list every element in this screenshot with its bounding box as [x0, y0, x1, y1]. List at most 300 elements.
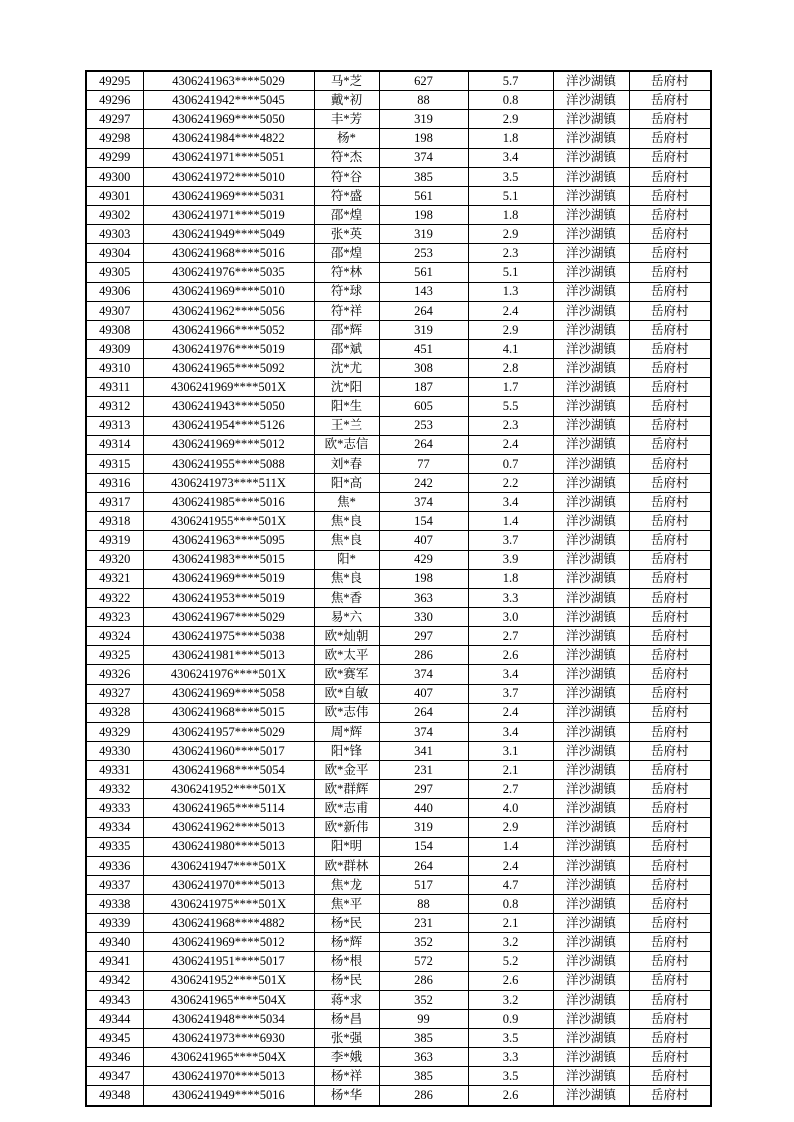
cell-name: 焦*平: [314, 895, 379, 914]
cell-area: 2.6: [468, 1086, 553, 1106]
cell-village: 岳府村: [629, 837, 711, 856]
cell-seq: 49321: [86, 569, 143, 588]
table-row: [86, 320, 711, 339]
cell-id-number: 4306241949****5049: [143, 225, 314, 244]
cell-seq: 49307: [86, 301, 143, 320]
cell-id-number: 4306241968****5016: [143, 244, 314, 263]
cell-name: 邵*煌: [314, 205, 379, 224]
cell-amount: 231: [379, 761, 468, 780]
cell-id-number: 4306241969****5010: [143, 282, 314, 301]
cell-name: 欧*志甫: [314, 799, 379, 818]
cell-name: 阳*明: [314, 837, 379, 856]
cell-id-number: 4306241973****511X: [143, 473, 314, 492]
cell-area: 2.3: [468, 416, 553, 435]
cell-area: 3.4: [468, 493, 553, 512]
cell-name: 欧*灿朝: [314, 627, 379, 646]
cell-amount: 286: [379, 646, 468, 665]
cell-name: 杨*: [314, 129, 379, 148]
cell-name: 焦*: [314, 493, 379, 512]
cell-town: 洋沙湖镇: [553, 416, 629, 435]
cell-name: 张*强: [314, 1029, 379, 1048]
cell-town: 洋沙湖镇: [553, 148, 629, 167]
cell-id-number: 4306241951****5017: [143, 952, 314, 971]
cell-seq: 49337: [86, 875, 143, 894]
cell-area: 0.9: [468, 1009, 553, 1028]
cell-id-number: 4306241962****5013: [143, 818, 314, 837]
cell-town: 洋沙湖镇: [553, 895, 629, 914]
cell-name: 欧*自敏: [314, 684, 379, 703]
cell-amount: 374: [379, 665, 468, 684]
cell-area: 3.0: [468, 607, 553, 626]
cell-id-number: 4306241968****5054: [143, 761, 314, 780]
cell-name: 符*杰: [314, 148, 379, 167]
table-row: [86, 588, 711, 607]
cell-area: 2.6: [468, 646, 553, 665]
cell-seq: 49300: [86, 167, 143, 186]
cell-area: 2.3: [468, 244, 553, 263]
cell-seq: 49313: [86, 416, 143, 435]
cell-town: 洋沙湖镇: [553, 569, 629, 588]
cell-name: 欧*志伟: [314, 703, 379, 722]
cell-id-number: 4306241957****5029: [143, 722, 314, 741]
cell-id-number: 4306241962****5056: [143, 301, 314, 320]
cell-amount: 154: [379, 837, 468, 856]
cell-id-number: 4306241963****5095: [143, 531, 314, 550]
cell-town: 洋沙湖镇: [553, 110, 629, 129]
cell-town: 洋沙湖镇: [553, 91, 629, 110]
cell-seq: 49296: [86, 91, 143, 110]
cell-amount: 253: [379, 416, 468, 435]
cell-village: 岳府村: [629, 416, 711, 435]
table-row: [86, 780, 711, 799]
cell-id-number: 4306241969****5012: [143, 435, 314, 454]
cell-amount: 429: [379, 550, 468, 569]
cell-name: 张*英: [314, 225, 379, 244]
cell-village: 岳府村: [629, 91, 711, 110]
cell-amount: 572: [379, 952, 468, 971]
cell-id-number: 4306241949****5016: [143, 1086, 314, 1106]
cell-seq: 49295: [86, 71, 143, 91]
cell-amount: 517: [379, 875, 468, 894]
cell-amount: 385: [379, 1067, 468, 1086]
cell-village: 岳府村: [629, 531, 711, 550]
cell-seq: 49306: [86, 282, 143, 301]
cell-id-number: 4306241968****5015: [143, 703, 314, 722]
cell-village: 岳府村: [629, 1067, 711, 1086]
cell-town: 洋沙湖镇: [553, 1029, 629, 1048]
cell-town: 洋沙湖镇: [553, 244, 629, 263]
cell-id-number: 4306241948****5034: [143, 1009, 314, 1028]
cell-seq: 49332: [86, 780, 143, 799]
cell-amount: 187: [379, 378, 468, 397]
cell-village: 岳府村: [629, 646, 711, 665]
cell-id-number: 4306241976****5019: [143, 339, 314, 358]
cell-name: 欧*群林: [314, 856, 379, 875]
cell-id-number: 4306241955****5088: [143, 454, 314, 473]
cell-amount: 352: [379, 933, 468, 952]
table-row: [86, 895, 711, 914]
cell-id-number: 4306241960****5017: [143, 741, 314, 760]
cell-town: 洋沙湖镇: [553, 435, 629, 454]
table-row: [86, 454, 711, 473]
cell-town: 洋沙湖镇: [553, 282, 629, 301]
cell-id-number: 4306241965****504X: [143, 1048, 314, 1067]
cell-seq: 49301: [86, 186, 143, 205]
cell-town: 洋沙湖镇: [553, 761, 629, 780]
cell-name: 符*祥: [314, 301, 379, 320]
cell-amount: 385: [379, 167, 468, 186]
cell-village: 岳府村: [629, 703, 711, 722]
cell-seq: 49330: [86, 741, 143, 760]
table-row: [86, 148, 711, 167]
cell-amount: 286: [379, 1086, 468, 1106]
cell-town: 洋沙湖镇: [553, 799, 629, 818]
cell-id-number: 4306241972****5010: [143, 167, 314, 186]
cell-town: 洋沙湖镇: [553, 301, 629, 320]
cell-name: 刘*春: [314, 454, 379, 473]
cell-village: 岳府村: [629, 569, 711, 588]
table-row: [86, 741, 711, 760]
cell-town: 洋沙湖镇: [553, 607, 629, 626]
cell-town: 洋沙湖镇: [553, 914, 629, 933]
cell-id-number: 4306241969****5019: [143, 569, 314, 588]
cell-village: 岳府村: [629, 684, 711, 703]
table-row: [86, 799, 711, 818]
cell-town: 洋沙湖镇: [553, 627, 629, 646]
cell-seq: 49319: [86, 531, 143, 550]
cell-name: 马*芝: [314, 71, 379, 91]
cell-area: 1.3: [468, 282, 553, 301]
cell-area: 0.7: [468, 454, 553, 473]
cell-name: 沈*阳: [314, 378, 379, 397]
cell-seq: 49341: [86, 952, 143, 971]
table-row: [86, 875, 711, 894]
cell-area: 2.6: [468, 971, 553, 990]
cell-town: 洋沙湖镇: [553, 397, 629, 416]
cell-seq: 49338: [86, 895, 143, 914]
cell-id-number: 4306241980****5013: [143, 837, 314, 856]
cell-town: 洋沙湖镇: [553, 225, 629, 244]
cell-amount: 297: [379, 627, 468, 646]
cell-town: 洋沙湖镇: [553, 550, 629, 569]
cell-amount: 242: [379, 473, 468, 492]
cell-amount: 308: [379, 359, 468, 378]
cell-village: 岳府村: [629, 205, 711, 224]
cell-area: 3.4: [468, 665, 553, 684]
cell-amount: 407: [379, 684, 468, 703]
cell-id-number: 4306241947****501X: [143, 856, 314, 875]
cell-amount: 286: [379, 971, 468, 990]
cell-name: 欧*太平: [314, 646, 379, 665]
cell-id-number: 4306241976****5035: [143, 263, 314, 282]
cell-area: 2.9: [468, 818, 553, 837]
cell-seq: 49329: [86, 722, 143, 741]
cell-seq: 49305: [86, 263, 143, 282]
cell-id-number: 4306241985****5016: [143, 493, 314, 512]
cell-name: 焦*香: [314, 588, 379, 607]
table-row: [86, 1009, 711, 1028]
cell-seq: 49331: [86, 761, 143, 780]
cell-name: 符*林: [314, 263, 379, 282]
cell-amount: 561: [379, 186, 468, 205]
cell-area: 1.7: [468, 378, 553, 397]
cell-town: 洋沙湖镇: [553, 1048, 629, 1067]
cell-id-number: 4306241969****5058: [143, 684, 314, 703]
cell-village: 岳府村: [629, 875, 711, 894]
cell-area: 2.1: [468, 914, 553, 933]
cell-seq: 49324: [86, 627, 143, 646]
cell-name: 符*谷: [314, 167, 379, 186]
table-row: [86, 933, 711, 952]
cell-seq: 49311: [86, 378, 143, 397]
cell-seq: 49314: [86, 435, 143, 454]
cell-seq: 49304: [86, 244, 143, 263]
cell-amount: 385: [379, 1029, 468, 1048]
cell-name: 邵*辉: [314, 320, 379, 339]
table-row: [86, 301, 711, 320]
cell-area: 2.9: [468, 320, 553, 339]
cell-town: 洋沙湖镇: [553, 1009, 629, 1028]
cell-village: 岳府村: [629, 263, 711, 282]
cell-town: 洋沙湖镇: [553, 473, 629, 492]
cell-amount: 264: [379, 435, 468, 454]
cell-name: 欧*赛军: [314, 665, 379, 684]
cell-name: 沈*尤: [314, 359, 379, 378]
cell-seq: 49334: [86, 818, 143, 837]
cell-town: 洋沙湖镇: [553, 186, 629, 205]
cell-town: 洋沙湖镇: [553, 320, 629, 339]
table-row: [86, 493, 711, 512]
cell-amount: 319: [379, 320, 468, 339]
cell-area: 3.3: [468, 1048, 553, 1067]
cell-area: 3.4: [468, 722, 553, 741]
cell-amount: 374: [379, 493, 468, 512]
cell-id-number: 4306241965****5092: [143, 359, 314, 378]
cell-village: 岳府村: [629, 607, 711, 626]
cell-area: 1.4: [468, 512, 553, 531]
cell-village: 岳府村: [629, 550, 711, 569]
cell-amount: 319: [379, 110, 468, 129]
cell-name: 阳*生: [314, 397, 379, 416]
table-body: [86, 71, 711, 1106]
cell-area: 4.0: [468, 799, 553, 818]
cell-village: 岳府村: [629, 378, 711, 397]
cell-seq: 49309: [86, 339, 143, 358]
cell-area: 3.2: [468, 990, 553, 1009]
cell-seq: 49318: [86, 512, 143, 531]
cell-name: 欧*群辉: [314, 780, 379, 799]
cell-amount: 154: [379, 512, 468, 531]
cell-village: 岳府村: [629, 741, 711, 760]
cell-area: 5.2: [468, 952, 553, 971]
cell-amount: 605: [379, 397, 468, 416]
cell-seq: 49339: [86, 914, 143, 933]
cell-seq: 49322: [86, 588, 143, 607]
cell-village: 岳府村: [629, 148, 711, 167]
table-row: [86, 914, 711, 933]
cell-area: 5.5: [468, 397, 553, 416]
cell-town: 洋沙湖镇: [553, 684, 629, 703]
cell-area: 4.1: [468, 339, 553, 358]
cell-name: 杨*民: [314, 914, 379, 933]
cell-amount: 352: [379, 990, 468, 1009]
cell-area: 2.9: [468, 225, 553, 244]
cell-id-number: 4306241963****5029: [143, 71, 314, 91]
table-row: [86, 990, 711, 1009]
cell-amount: 264: [379, 703, 468, 722]
cell-town: 洋沙湖镇: [553, 952, 629, 971]
cell-village: 岳府村: [629, 320, 711, 339]
cell-town: 洋沙湖镇: [553, 818, 629, 837]
table-row: [86, 244, 711, 263]
cell-town: 洋沙湖镇: [553, 359, 629, 378]
cell-id-number: 4306241968****4882: [143, 914, 314, 933]
cell-village: 岳府村: [629, 856, 711, 875]
cell-town: 洋沙湖镇: [553, 1086, 629, 1106]
cell-village: 岳府村: [629, 186, 711, 205]
table-row: [86, 378, 711, 397]
cell-name: 焦*良: [314, 531, 379, 550]
cell-area: 0.8: [468, 91, 553, 110]
cell-village: 岳府村: [629, 952, 711, 971]
cell-area: 0.8: [468, 895, 553, 914]
cell-name: 杨*祥: [314, 1067, 379, 1086]
cell-name: 欧*新伟: [314, 818, 379, 837]
cell-village: 岳府村: [629, 397, 711, 416]
cell-id-number: 4306241952****501X: [143, 780, 314, 799]
cell-area: 1.8: [468, 205, 553, 224]
cell-area: 3.5: [468, 1067, 553, 1086]
cell-area: 2.9: [468, 110, 553, 129]
table-row: [86, 665, 711, 684]
cell-village: 岳府村: [629, 512, 711, 531]
cell-town: 洋沙湖镇: [553, 780, 629, 799]
cell-area: 3.5: [468, 167, 553, 186]
cell-town: 洋沙湖镇: [553, 646, 629, 665]
cell-area: 2.4: [468, 703, 553, 722]
cell-town: 洋沙湖镇: [553, 665, 629, 684]
cell-name: 杨*民: [314, 971, 379, 990]
cell-seq: 49347: [86, 1067, 143, 1086]
cell-area: 5.7: [468, 71, 553, 91]
table-row: [86, 722, 711, 741]
table-row: [86, 1048, 711, 1067]
cell-id-number: 4306241971****5019: [143, 205, 314, 224]
cell-name: 丰*芳: [314, 110, 379, 129]
table-row: [86, 282, 711, 301]
table-row: [86, 416, 711, 435]
cell-seq: 49299: [86, 148, 143, 167]
cell-seq: 49297: [86, 110, 143, 129]
cell-area: 3.3: [468, 588, 553, 607]
table-row: [86, 550, 711, 569]
cell-name: 蒋*求: [314, 990, 379, 1009]
table-row: [86, 1067, 711, 1086]
cell-seq: 49345: [86, 1029, 143, 1048]
cell-village: 岳府村: [629, 167, 711, 186]
cell-seq: 49298: [86, 129, 143, 148]
cell-seq: 49348: [86, 1086, 143, 1106]
cell-id-number: 4306241983****5015: [143, 550, 314, 569]
cell-amount: 99: [379, 1009, 468, 1028]
cell-area: 1.4: [468, 837, 553, 856]
cell-id-number: 4306241967****5029: [143, 607, 314, 626]
table-row: [86, 397, 711, 416]
cell-village: 岳府村: [629, 1009, 711, 1028]
table-row: [86, 339, 711, 358]
records-table: [85, 70, 712, 1107]
cell-id-number: 4306241969****5031: [143, 186, 314, 205]
cell-seq: 49346: [86, 1048, 143, 1067]
cell-town: 洋沙湖镇: [553, 339, 629, 358]
cell-amount: 374: [379, 148, 468, 167]
cell-seq: 49320: [86, 550, 143, 569]
cell-name: 杨*辉: [314, 933, 379, 952]
cell-amount: 143: [379, 282, 468, 301]
cell-name: 王*兰: [314, 416, 379, 435]
cell-id-number: 4306241976****501X: [143, 665, 314, 684]
cell-village: 岳府村: [629, 359, 711, 378]
cell-area: 2.4: [468, 301, 553, 320]
cell-area: 2.2: [468, 473, 553, 492]
cell-amount: 451: [379, 339, 468, 358]
cell-amount: 627: [379, 71, 468, 91]
cell-town: 洋沙湖镇: [553, 703, 629, 722]
table-row: [86, 91, 711, 110]
cell-town: 洋沙湖镇: [553, 933, 629, 952]
cell-id-number: 4306241981****5013: [143, 646, 314, 665]
cell-town: 洋沙湖镇: [553, 588, 629, 607]
cell-town: 洋沙湖镇: [553, 856, 629, 875]
cell-name: 杨*昌: [314, 1009, 379, 1028]
cell-seq: 49342: [86, 971, 143, 990]
table-row: [86, 129, 711, 148]
table-row: [86, 684, 711, 703]
table-row: [86, 531, 711, 550]
cell-area: 3.4: [468, 148, 553, 167]
cell-amount: 198: [379, 569, 468, 588]
cell-name: 焦*良: [314, 569, 379, 588]
cell-name: 邵*煌: [314, 244, 379, 263]
cell-town: 洋沙湖镇: [553, 263, 629, 282]
cell-area: 2.1: [468, 761, 553, 780]
table-row: [86, 703, 711, 722]
cell-name: 阳*高: [314, 473, 379, 492]
cell-seq: 49312: [86, 397, 143, 416]
cell-amount: 440: [379, 799, 468, 818]
cell-seq: 49303: [86, 225, 143, 244]
cell-amount: 319: [379, 225, 468, 244]
cell-village: 岳府村: [629, 761, 711, 780]
cell-town: 洋沙湖镇: [553, 741, 629, 760]
table-row: [86, 225, 711, 244]
cell-town: 洋沙湖镇: [553, 837, 629, 856]
cell-village: 岳府村: [629, 895, 711, 914]
cell-town: 洋沙湖镇: [553, 378, 629, 397]
cell-area: 3.2: [468, 933, 553, 952]
cell-village: 岳府村: [629, 110, 711, 129]
cell-seq: 49315: [86, 454, 143, 473]
cell-town: 洋沙湖镇: [553, 493, 629, 512]
cell-id-number: 4306241971****5051: [143, 148, 314, 167]
cell-village: 岳府村: [629, 225, 711, 244]
cell-amount: 363: [379, 588, 468, 607]
table-row: [86, 512, 711, 531]
cell-id-number: 4306241975****501X: [143, 895, 314, 914]
cell-id-number: 4306241969****5050: [143, 110, 314, 129]
table-row: [86, 1086, 711, 1106]
cell-area: 5.1: [468, 263, 553, 282]
